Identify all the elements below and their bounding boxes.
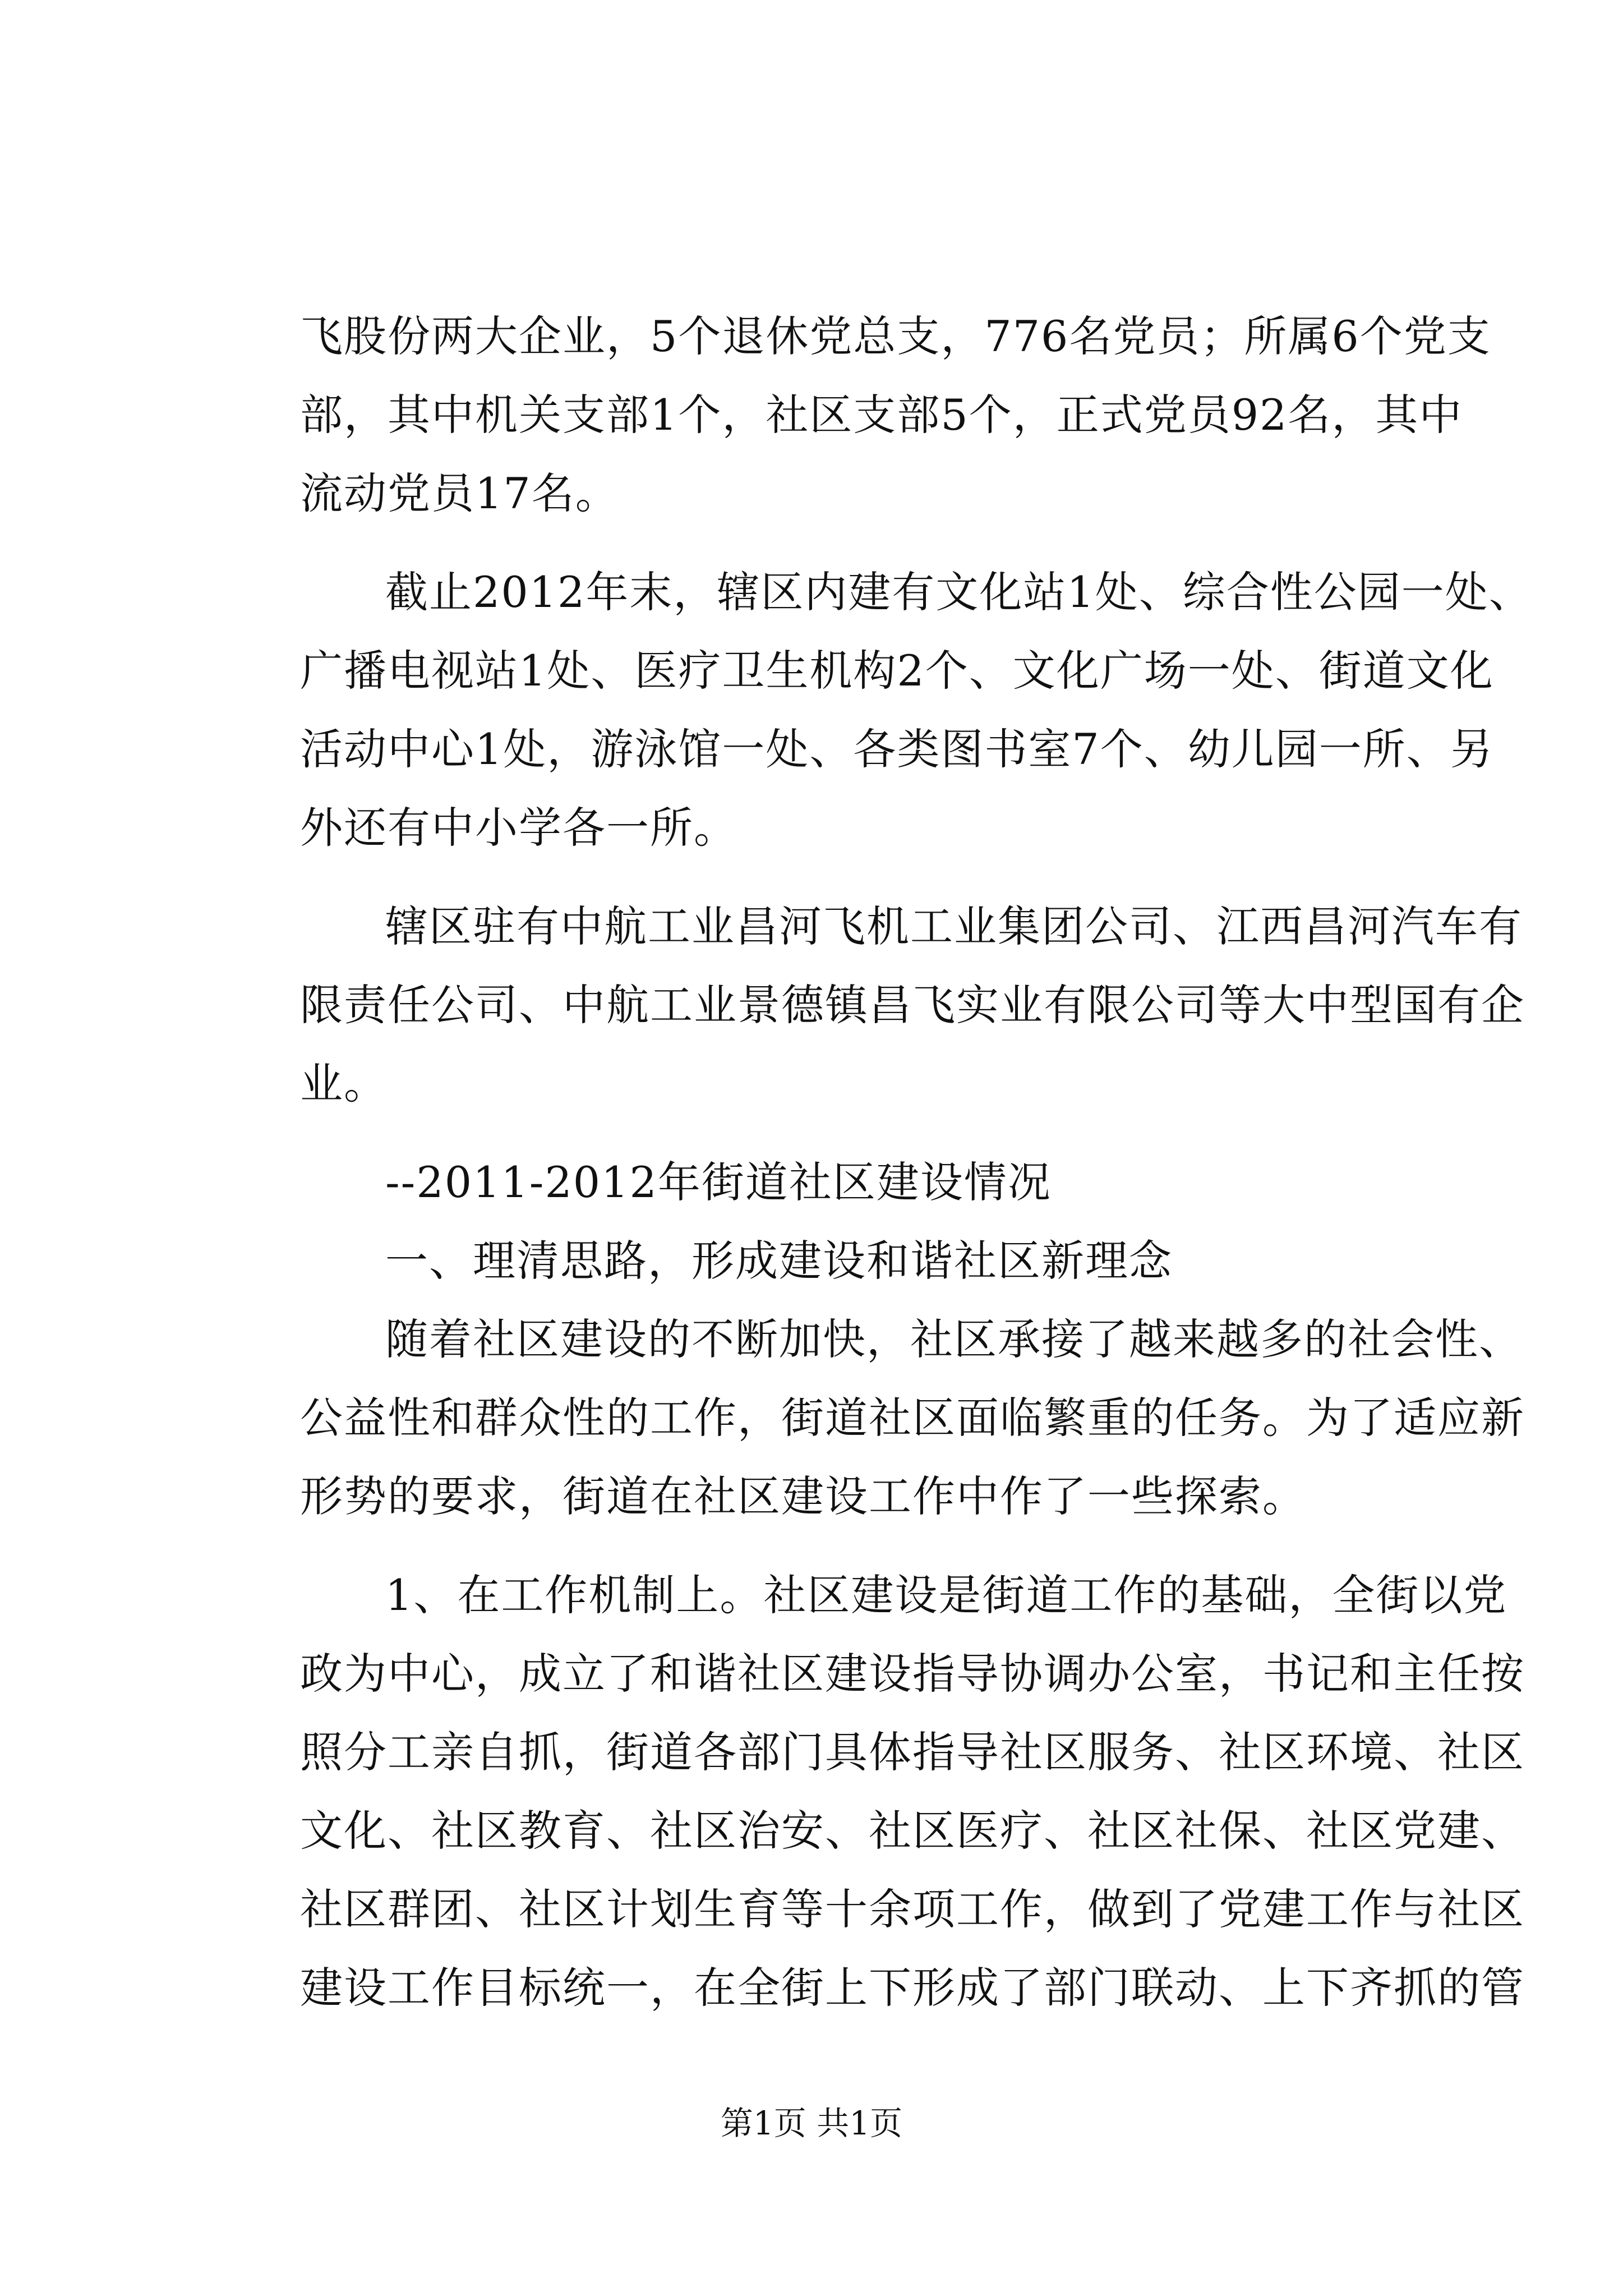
page-footer [0,2101,1623,2146]
text-line: 业。 [300,1059,388,1108]
text-line: 活动中心1处，游泳馆一处、各类图书室7个、幼儿园一所、另 [300,724,1494,774]
text-line: 照分工亲自抓，街道各部门具体指导社区服务、社区环境、社区 [300,1727,1525,1777]
text-line: 流动党员17名。 [300,468,619,518]
text-line: 限责任公司、中航工业景德镇昌飞实业有限公司等大中型国有企 [300,980,1525,1030]
text-line: 辖区驻有中航工业昌河飞机工业集团公司、江西昌河汽车有 [385,901,1523,951]
text-line: 部，其中机关支部1个，社区支部5个，正式党员92名，其中 [300,390,1463,440]
text-line: 公益性和群众性的工作，街道社区面临繁重的任务。为了适应新 [300,1393,1525,1443]
text-line: 建设工作目标统一，在全街上下形成了部门联动、上下齐抓的管 [300,1963,1525,2013]
text-line: 政为中心，成立了和谐社区建设指导协调办公室，书记和主任按 [300,1649,1525,1699]
text-line: 文化、社区教育、社区治安、社区医疗、社区社保、社区党建、 [300,1806,1525,1856]
section-heading: --2011-2012年街道社区建设情况 [385,1157,1052,1207]
section-heading: 一、理清思路，形成建设和谐社区新理念 [385,1236,1173,1286]
text-line: 外还有中小学各一所。 [300,803,737,853]
text-line: 随着社区建设的不断加快，社区承接了越来越多的社会性、 [385,1314,1523,1364]
page-number: 第1页 共1页 [720,2104,903,2142]
text-line: 广播电视站1处、医疗卫生机构2个、文化广场一处、街道文化 [300,646,1494,696]
text-line: 截止2012年末，辖区内建有文化站1处、综合性公园一处、 [385,567,1533,617]
text-line: 社区群团、社区计划生育等十余项工作，做到了党建工作与社区 [300,1884,1525,1934]
text-line: 形势的要求，街道在社区建设工作中作了一些探索。 [300,1471,1306,1521]
text-line: 飞股份两大企业，5个退休党总支，776名党员；所属6个党支 [300,311,1491,361]
body-text [300,297,1533,2027]
text-line: 1、在工作机制上。社区建设是街道工作的基础，全街以党 [385,1570,1507,1620]
